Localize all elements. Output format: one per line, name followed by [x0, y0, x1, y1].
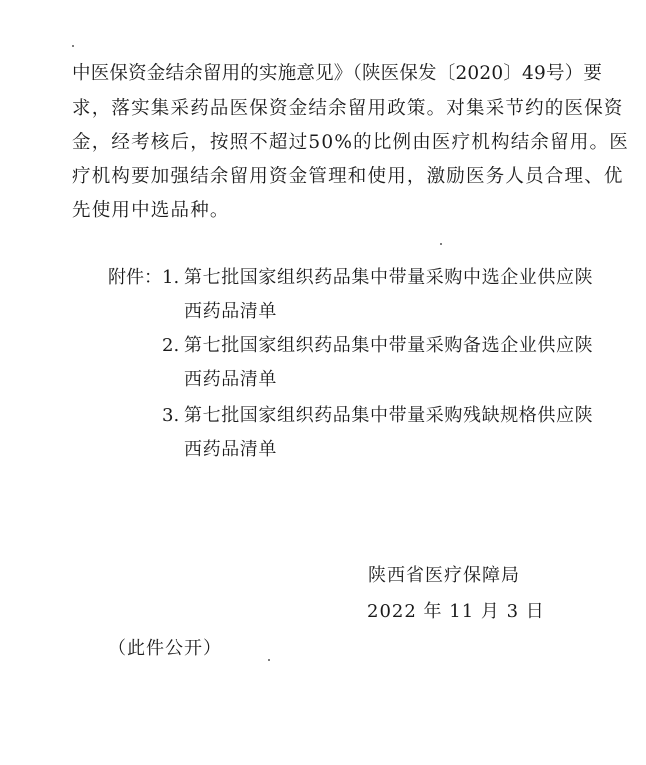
attachment-2-number: 2.: [162, 335, 180, 356]
scan-speck: [268, 659, 270, 661]
signature-organization: 陕西省医疗保障局: [368, 565, 520, 586]
signature-date: 2022 年 11 月 3 日: [367, 601, 545, 622]
scan-speck: [72, 45, 74, 47]
attachment-1-number: 1.: [162, 267, 180, 288]
body-line-5: 先使用中选品种。: [72, 200, 230, 221]
attachment-3-line-1: 第七批国家组织药品集中带量采购残缺规格供应陕: [184, 405, 594, 426]
attachment-2-line-2: 西药品清单: [184, 369, 277, 390]
attachment-2-line-1: 第七批国家组织药品集中带量采购备选企业供应陕: [184, 335, 594, 356]
attachment-1-line-1: 第七批国家组织药品集中带量采购中选企业供应陕: [184, 267, 594, 288]
body-line-4: 疗机构要加强结余留用资金管理和使用，激励医务人员合理、优: [72, 166, 624, 187]
attachments-label: 附件：: [108, 267, 162, 288]
attachment-3-number: 3.: [162, 405, 180, 426]
body-line-2: 求，落实集采药品医保资金结余留用政策。对集采节约的医保资: [72, 98, 624, 119]
attachment-3-line-2: 西药品清单: [184, 439, 277, 460]
body-line-3: 金，经考核后，按照不超过50%的比例由医疗机构结余留用。医: [72, 132, 629, 153]
scan-speck: [440, 243, 442, 245]
attachment-1-line-2: 西药品清单: [184, 301, 277, 322]
disclosure-note: （此件公开）: [108, 638, 222, 659]
body-line-1: 中医保资金结余留用的实施意见》（陕医保发〔2020〕49号）要: [72, 63, 603, 84]
